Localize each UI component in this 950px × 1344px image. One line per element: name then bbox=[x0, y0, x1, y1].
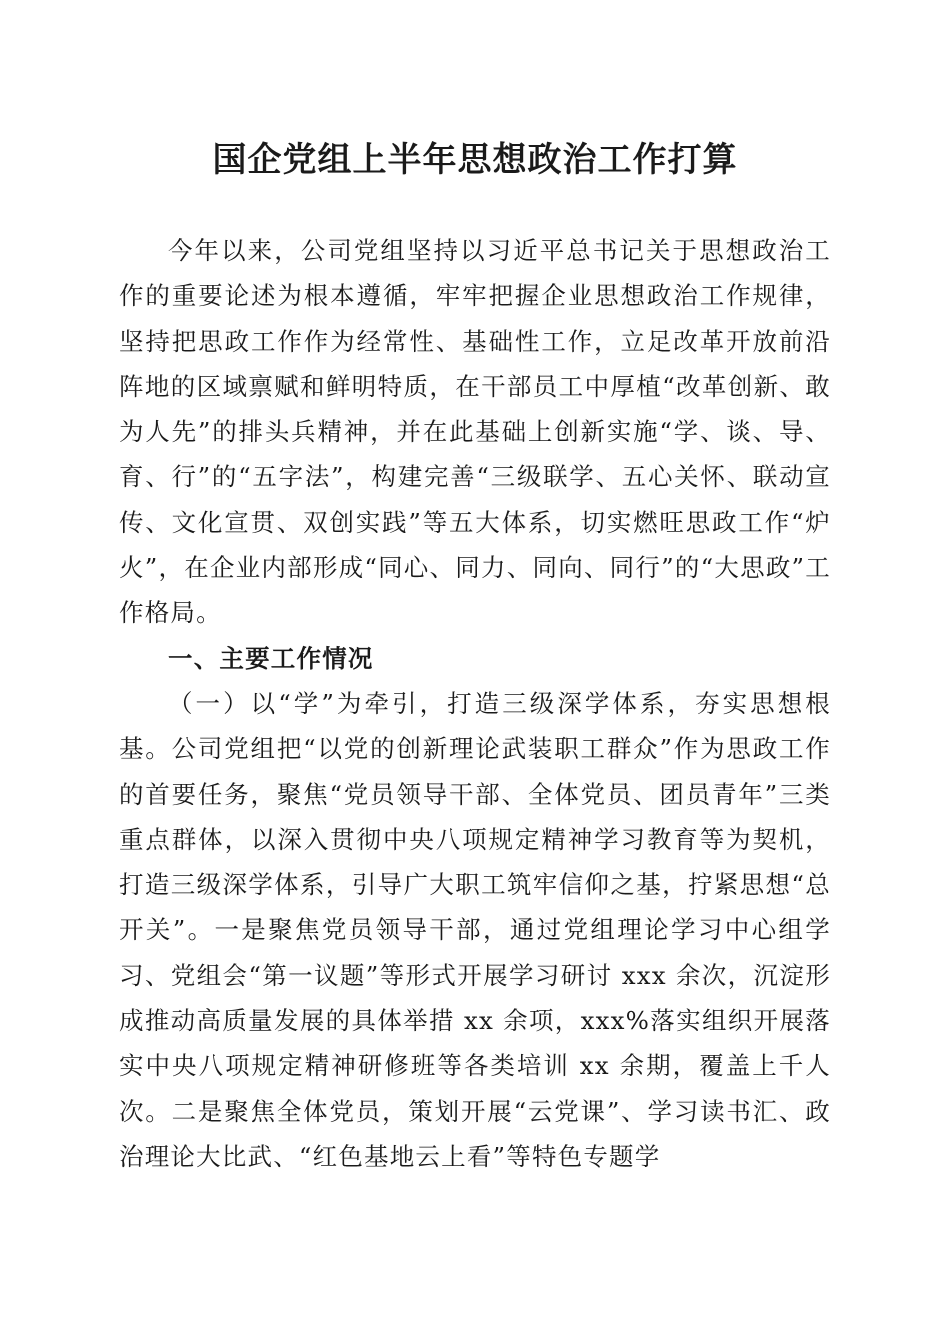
document-title: 国企党组上半年思想政治工作打算 bbox=[212, 140, 738, 180]
document-body bbox=[119, 228, 831, 1179]
sub-section-paragraph bbox=[119, 681, 831, 1179]
sub-section-heading: （一）以“学”为牵引，打造三级深学体系，夯实思想根基。 bbox=[119, 688, 831, 764]
sub-section-body: 公司党组把“以党的创新理论武装职工群众”作为思政工作的首要任务，聚焦“党员领导干部、全体党员、团员青年”三类重点群体，以深入贯彻中央八项规定精神学习教育等为契机，打造三级深学体系，引导广大职工筑牢信仰之基，拧紧思想“总开关”。一是聚焦党员领导干部，通过党组理论学习中心组学习、党组会“第一议题”等形式开展学习研讨 xxx 余次，沉淀形成推动高质量发展的具体举措 xx 余项，xxx%落实组织开展落实中央八项规定精神研修班等各类培训 xx 余期，覆盖上千人次。二是聚焦全体党员，策划开展“云党课”、学习读书汇、政治理论大比武、“红色基地云上看”等特色专题学 bbox=[119, 734, 832, 1171]
section-heading: 一、主要工作情况 bbox=[168, 643, 374, 673]
intro-paragraph: 今年以来，公司党组坚持以习近平总书记关于思想政治工作的重要论述为根本遵循，牢牢把握企业思想政治工作规律，坚持把思政工作作为经常性、基础性工作，立足改革开放前沿阵地的区域禀赋和鲜明特质，在干部员工中厚植“改革创新、敢为人先”的排头兵精神，并在此基础上创新实施“学、谈、导、育、行”的“五字法”，构建完善“三级联学、五心关怀、联动宣传、文化宣贯、双创实践”等五大体系，切实燃旺思政工作“炉火”，在企业内部形成“同心、同力、同向、同行”的“大思政”工作格局。 bbox=[119, 236, 831, 628]
